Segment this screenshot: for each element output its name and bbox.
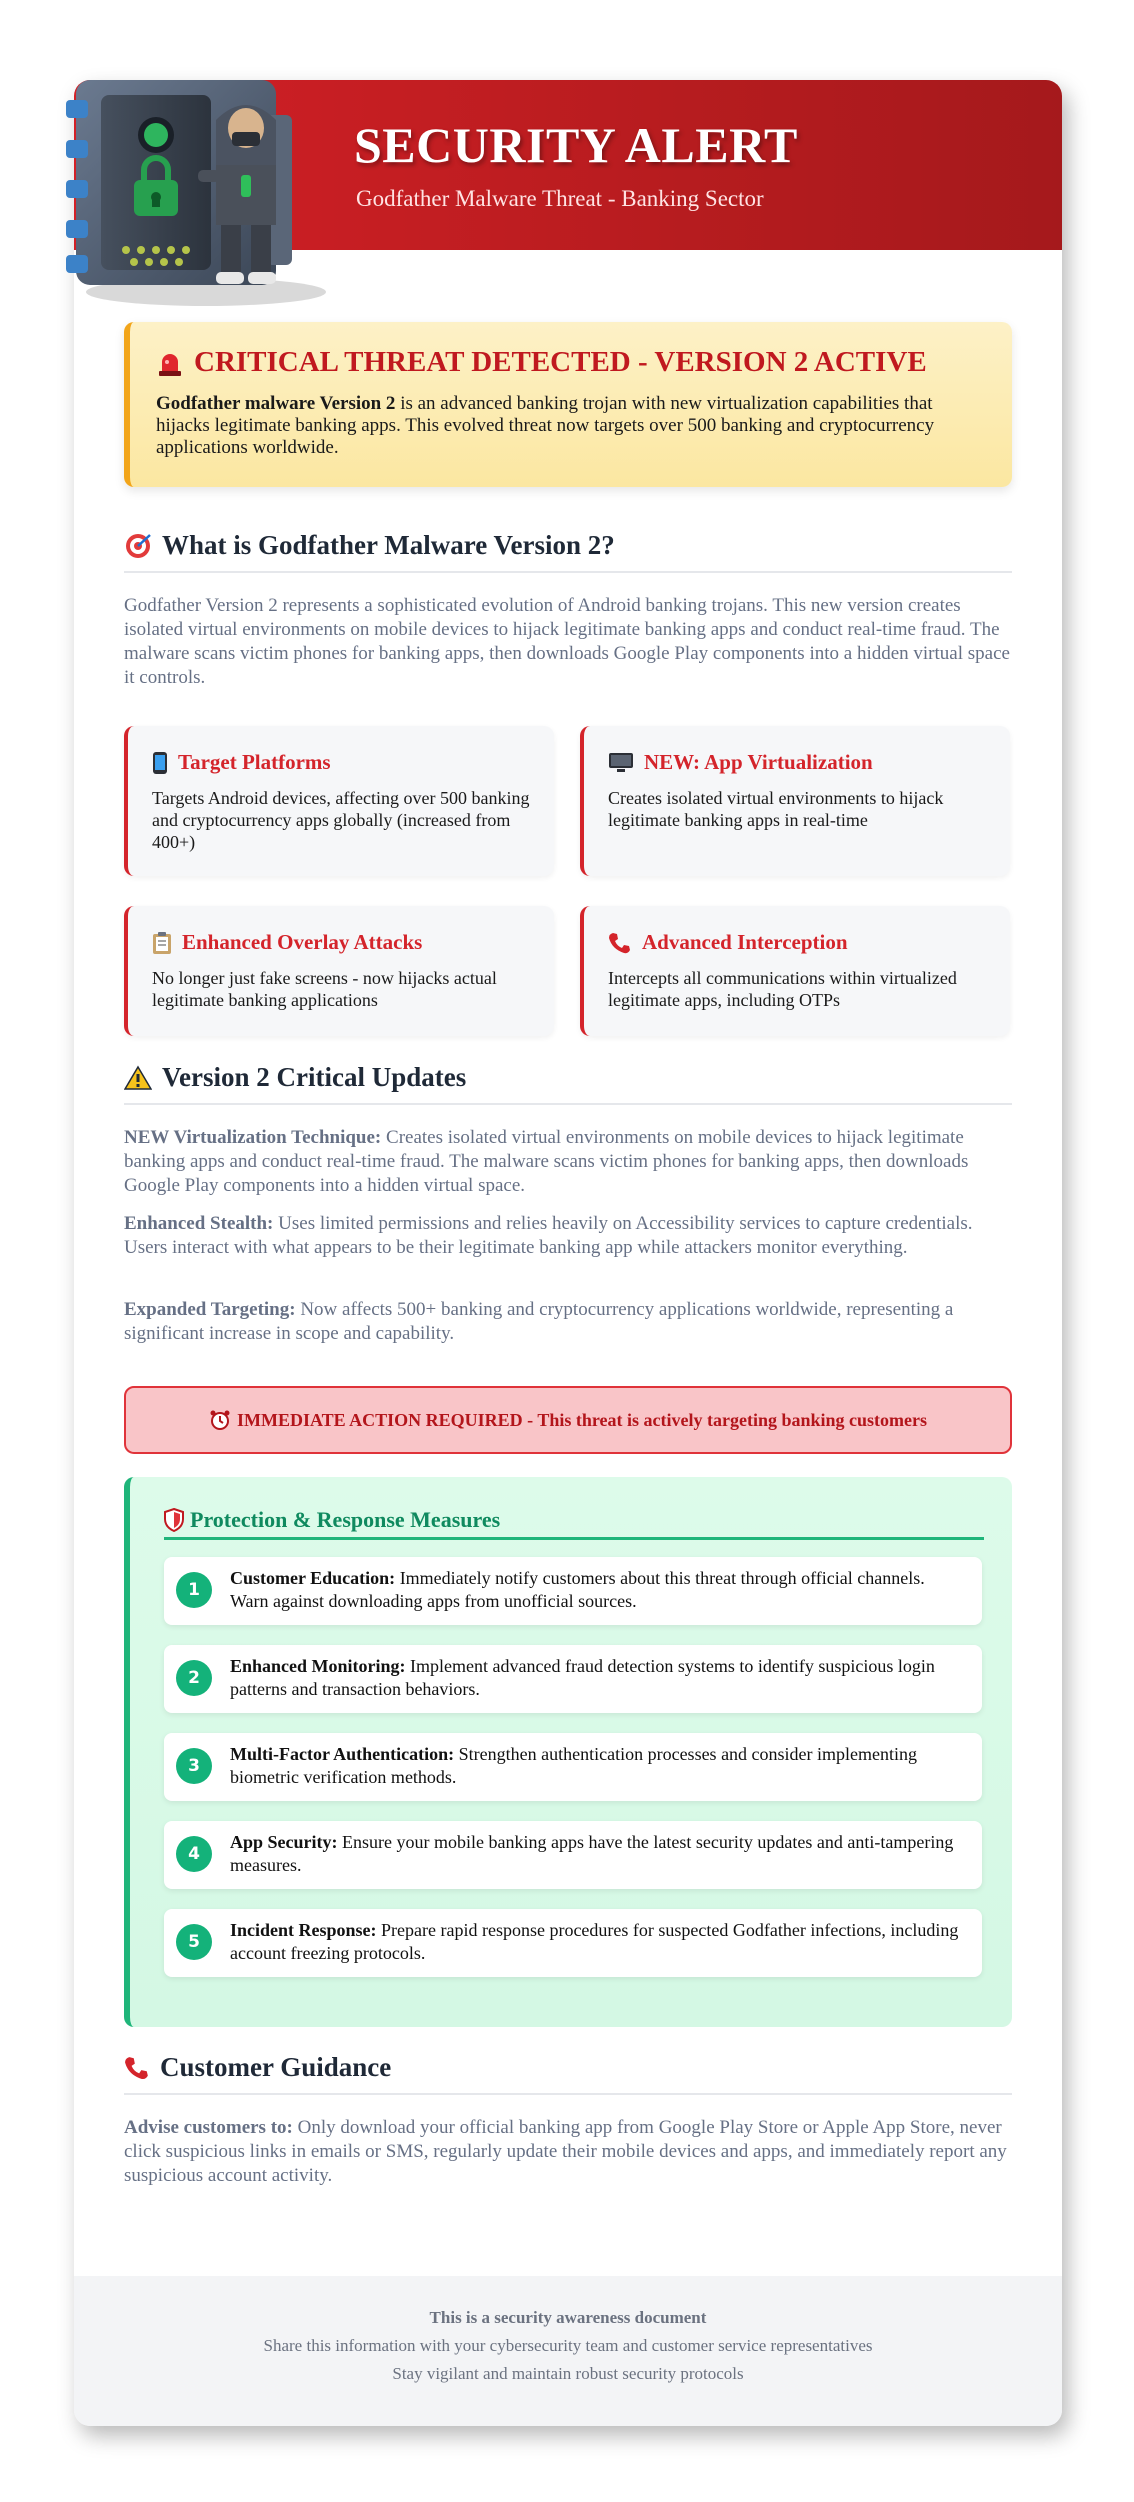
section-guidance-heading	[124, 2052, 1012, 2095]
feature-card-app-virtualization	[580, 726, 1010, 876]
protection-step	[164, 1645, 982, 1713]
feature-text: Intercepts all communications within virtualized legitimate apps, including OTPs	[608, 968, 957, 1010]
update-text: Uses limited permissions and relies heavily on Accessibility services to capture credentials. Users interact with what appears to be their legitimate banking app while attackers monitor everything.	[124, 1213, 973, 1258]
step-text	[230, 1567, 960, 1613]
update-item-stealth	[124, 1212, 1012, 1260]
alert-body-bold: Godfather malware Version 2	[156, 393, 396, 414]
step-body: Prepare rapid response procedures for suspected Godfather infections, including account freezing protocols.	[230, 1920, 959, 1963]
alert-title: CRITICAL THREAT DETECTED - VERSION 2 ACTIVE	[194, 346, 927, 378]
step-number: 2	[176, 1660, 212, 1696]
step-label: Enhanced Monitoring:	[230, 1656, 406, 1676]
step-number: 5	[176, 1924, 212, 1960]
protection-step	[164, 1733, 982, 1801]
step-text	[230, 1919, 960, 1965]
step-label: App Security:	[230, 1832, 338, 1852]
phone-icon	[152, 751, 168, 775]
feature-title: NEW: App Virtualization	[644, 750, 873, 774]
section-updates-heading	[124, 1062, 1012, 1105]
clipboard-icon	[152, 931, 172, 955]
telephone-icon	[608, 931, 632, 955]
feature-title: Target Platforms	[178, 750, 331, 774]
shield-icon	[164, 1508, 184, 1532]
update-item-targeting	[124, 1298, 1012, 1346]
alarm-clock-icon	[209, 1409, 231, 1431]
telephone-icon	[124, 2055, 150, 2081]
step-text	[230, 1831, 960, 1877]
feature-text: Targets Android devices, affecting over 500 banking and cryptocurrency apps globally (increased from 400+)	[152, 788, 530, 852]
update-item-virtualization	[124, 1126, 1012, 1198]
update-text: Creates isolated virtual environments on mobile devices to hijack legitimate banking apps and conduct real-time fraud. The malware scans victim phones for banking apps, then downloads Google Play components into a hidden virtual space.	[124, 1127, 969, 1196]
target-icon	[124, 532, 152, 560]
feature-card-overlay-attacks	[124, 906, 554, 1036]
monitor-icon	[608, 752, 634, 774]
siren-icon	[156, 350, 184, 376]
step-body: Strengthen authentication processes and consider implementing biometric verification methods.	[230, 1744, 918, 1787]
step-number: 4	[176, 1836, 212, 1872]
update-label: Enhanced Stealth:	[124, 1213, 274, 1234]
feature-text: No longer just fake screens - now hijacks actual legitimate banking applications	[152, 968, 497, 1010]
guidance-text: Only download your official banking app from Google Play Store or Apple App Store, never click suspicious links in emails or SMS, regularly update their mobile devices and apps, and immediately report any suspicious account activity.	[124, 2117, 1007, 2186]
footer-line-2: Share this information with your cybersecurity team and customer service representatives	[263, 2336, 873, 2355]
feature-heading	[152, 750, 530, 775]
step-label: Multi-Factor Authentication:	[230, 1744, 455, 1764]
warning-icon	[124, 1065, 152, 1091]
step-body: Implement advanced fraud detection systems to identify suspicious login patterns and transaction behaviors.	[230, 1656, 935, 1699]
section-what-body: Godfather Version 2 represents a sophisticated evolution of Android banking trojans. This new version creates isolated virtual environments on mobile devices to hijack legitimate banking apps and conduct real-time fraud. The malware scans victim phones for banking apps, then downloads Google Play components into a hidden virtual space it controls.	[124, 595, 1010, 688]
critical-threat-alert	[124, 322, 1012, 487]
step-number: 1	[176, 1572, 212, 1608]
update-text: Now affects 500+ banking and cryptocurrency applications worldwide, representing a significant increase in scope and capability.	[124, 1299, 954, 1344]
feature-title: Enhanced Overlay Attacks	[182, 930, 423, 954]
footer-line-3: Stay vigilant and maintain robust security protocols	[392, 2364, 744, 2383]
feature-heading	[152, 930, 530, 955]
step-text	[230, 1743, 960, 1789]
footer	[74, 2276, 1062, 2426]
guidance-label: Advise customers to:	[124, 2117, 293, 2138]
protection-heading	[164, 1507, 984, 1540]
step-text	[230, 1655, 960, 1701]
immediate-action-banner	[124, 1386, 1012, 1454]
feature-heading	[608, 750, 986, 775]
step-body: Immediately notify customers about this threat through official channels. Warn against downloading apps from unofficial sources.	[230, 1568, 925, 1611]
guidance-title: Customer Guidance	[160, 2052, 392, 2082]
feature-card-target-platforms	[124, 726, 554, 876]
alert-heading	[156, 346, 986, 379]
hacker-vault-illustration	[66, 60, 356, 310]
alert-body	[156, 393, 986, 459]
alert-body-text: is an advanced banking trojan with new virtualization capabilities that hijacks legitimate banking apps. This evolved threat now targets over 500 banking and cryptocurrency applications worldwide.	[156, 393, 935, 458]
protection-step	[164, 1557, 982, 1625]
page-title: SECURITY ALERT	[354, 117, 798, 173]
protection-title: Protection & Response Measures	[190, 1507, 501, 1532]
action-banner-text: IMMEDIATE ACTION REQUIRED - This threat is actively targeting banking customers	[236, 1409, 928, 1430]
protection-step	[164, 1821, 982, 1889]
protection-step	[164, 1909, 982, 1977]
section-updates-title: Version 2 Critical Updates	[162, 1062, 467, 1092]
section-what-heading	[124, 530, 1012, 573]
section-what-title: What is Godfather Malware Version 2?	[162, 530, 615, 560]
feature-card-advanced-interception	[580, 906, 1010, 1036]
update-label: Expanded Targeting:	[124, 1299, 296, 1320]
step-body: Ensure your mobile banking apps have the latest security updates and anti-tampering measures.	[230, 1832, 954, 1875]
step-label: Customer Education:	[230, 1568, 396, 1588]
footer-line-1: This is a security awareness document	[429, 2308, 707, 2327]
page-subtitle: Godfather Malware Threat - Banking Sector	[356, 186, 764, 211]
step-label: Incident Response:	[230, 1920, 377, 1940]
feature-title: Advanced Interception	[642, 930, 848, 954]
guidance-body	[124, 2116, 1012, 2188]
update-label: NEW Virtualization Technique:	[124, 1127, 382, 1148]
feature-heading	[608, 930, 986, 955]
step-number: 3	[176, 1748, 212, 1784]
feature-text: Creates isolated virtual environments to hijack legitimate banking apps in real-time	[608, 788, 944, 830]
protection-measures	[124, 1477, 1012, 2027]
